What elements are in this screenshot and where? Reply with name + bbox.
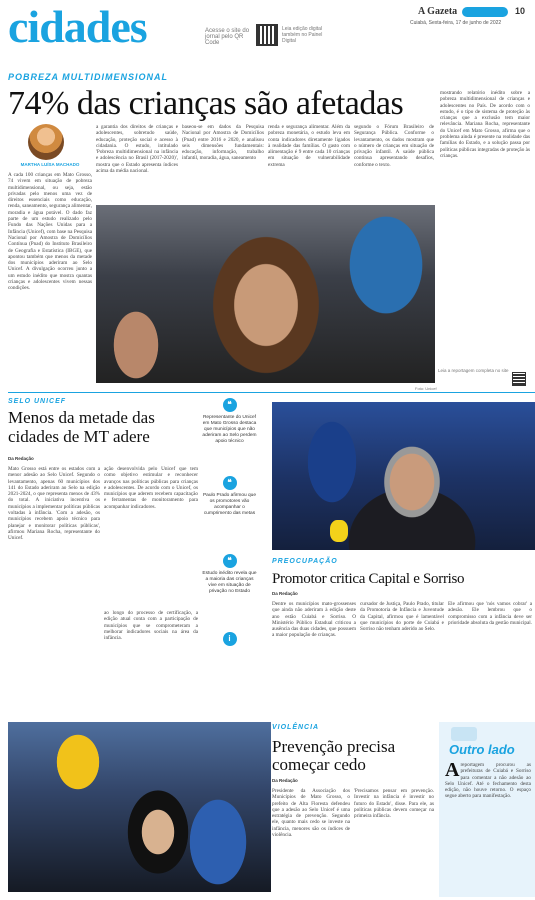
- story3-byline: Da Redação: [272, 591, 298, 596]
- story2-byline: Da Redação: [8, 456, 34, 461]
- photo-credit: Foto: Unicef: [415, 386, 437, 391]
- story2-headline[interactable]: Menos da metade das cidades de MT adere: [8, 408, 155, 446]
- info-icon: i: [223, 632, 237, 646]
- story4-column-2: 'Precisamos pensar em prevenção. Investir na infância é investir no futuro do Estado', disse. Para ele, as políticas públicas devem começar na primeira infância.: [354, 788, 434, 820]
- story4-photo[interactable]: [8, 722, 271, 892]
- story2-photo[interactable]: [272, 402, 535, 550]
- promo-text: Acesse o site do jornal pelo QR Code: [205, 28, 250, 46]
- story3-column-1: Dentre os municípios mato-grossenses que ainda não aderiram à edição deste ano estão Cuiabá e Sorriso. O Ministério Público Estadual criticou a ausência das duas cidades, que possuem a maior população de crianças.: [272, 601, 356, 639]
- right-note: Leia a reportagem completa no site: [438, 368, 509, 373]
- quote-icon: ❝: [223, 398, 237, 412]
- page-number: 10: [515, 6, 526, 16]
- dropcap: A: [445, 762, 460, 781]
- promo-text-2: Leia edição digital também no Painel Digital: [282, 26, 323, 44]
- sidebar-quote: [202, 476, 257, 550]
- balance-icon: [451, 727, 477, 741]
- story3-column-3: Ele afirmou que 'nós vamos cobrar' a adesão. Ele lembrou que o compromisso com a infância deve ser prioridade absoluta da gestão municipal.: [448, 601, 532, 626]
- section-divider: [8, 392, 535, 393]
- sidebar-quote: [202, 554, 257, 628]
- story4-byline: Da Redação: [272, 778, 298, 783]
- story2-kicker: SELO UNICEF: [8, 398, 67, 405]
- author-avatar: [28, 124, 64, 160]
- story1-column-4: renda e segurança alimentar. Além da pobreza monetária, o estudo leva em conta indicadores diretamente ligados à realidade das famílias. O gasto com alimentação é 9 entre cada 10 crianças em situação de vulnerabilidade extrema: [268, 124, 350, 168]
- microphone-icon: [330, 520, 348, 542]
- story4-headline[interactable]: Prevenção precisa começar cedo: [272, 737, 396, 774]
- story1-column-1: A cada 100 crianças em Mato Grosso, 74 vivem em situação de pobreza multidimensional, ou seja, estão privadas pelo menos uma vez de direitos essenciais como educação, renda, saneamento, segurança alimentar, moradia e água potável. O dado faz parte de um estudo realizado pelo Fundo das Nações Unidas para a Infância (Unicef), com base na Pesquisa Nacional por Amostra de Domicílios Contínua (Pnad) do Instituto Brasileiro de Geografia e Estatística (IBGE), que apontou também que menos da metade dos municípios aderiram ao Selo Unicef. A divulgação ocorreu junto a um estudo inédito que mostra quantas crianças e adolescentes vivem nessas condições.: [8, 172, 92, 292]
- quote-icon: ❝: [223, 554, 237, 568]
- story1-column-5: segundo o Fórum Brasileiro de Segurança Pública. Conforme o levantamento, os dados mostram que o número de crianças em situação de privação infantil. A saúde pública continua apresentando desafios, conforme o texto.: [354, 124, 434, 168]
- sidebar-quote: [202, 632, 257, 646]
- brand-logo: A Gazeta: [418, 6, 458, 17]
- story1-column-2: a garantia dos direitos de crianças e adolescentes, sobretudo saúde, educação, proteção social e acesso à cidadania. O estudo, intitulado 'Pobreza multidimensional na infância e adolescência no Brasil (2017-2020)', mostra que o Estado apresenta índices acima da média nacional.: [96, 124, 178, 175]
- sidebar-quotes: [202, 398, 257, 698]
- story4-column-1: Presidente da Associação dos Municípios de Mato Grosso, o prefeito de Alta Floresta defendeu que a adesão ao Selo Unicef é uma estratégia de prevenção. Segundo ele, quanto mais cedo se investe na infância, menores são os índices de violência.: [272, 788, 350, 839]
- story2-column-1: Mato Grosso está entre os estados com a menor adesão ao Selo Unicef. Segundo o levantamento, apenas 60 municípios dos 141 do Estado aderiram ao Selo na edição 2021-2024, o que representa menos de 43% do total. A iniciativa incentiva os municípios a implementar políticas públicas voltadas à infância. 'Com a adesão, os municípios recebem apoio técnico para planejar e monitorar políticas públicas', afirmou Mariana Rocha, representante do Unicef.: [8, 466, 100, 542]
- story1-photo[interactable]: [96, 205, 435, 383]
- story1-headline[interactable]: 74% das crianças são afetadas: [8, 85, 404, 122]
- sidebar-quote-text: Estudo inédito revela que a maioria das crianças vive em situação de privação no Estado: [202, 571, 257, 594]
- sidebar-quote: [202, 398, 257, 472]
- story3-column-2: cursador de Justiça, Paulo Prado, titular da Promotoria de Infância e Juventude da Capital, afirmou que é lamentável que municípios do porte de Cuiabá e Sorriso não tenham aderido ao Selo.: [360, 601, 444, 633]
- outro-lado-text: [445, 762, 531, 892]
- story1-column-6: mostrando relatório inédito sobre a pobreza multidimensional de crianças e adolescentes no País. De acordo com o estudo, é o tipo de sistema de proteção às crianças que a exclusão tem maior relevância. Mariana Rocha, representante do Unicef em Mato Grosso, afirma que o problema ainda é presente na realidade das famílias do Estado, e a solução passa por políticas públicas integradas de proteção às crianças.: [440, 90, 530, 159]
- qr-code-icon[interactable]: [256, 24, 278, 46]
- story1-kicker: POBREZA MULTIDIMENSIONAL: [8, 72, 168, 82]
- qr-code-icon[interactable]: [512, 372, 526, 386]
- story3-kicker: PREOCUPAÇÃO: [272, 558, 338, 565]
- story2-column-3: ao longo do processo de certificação, a edição atual conta com a participação de municípios que se comprometeram a melhorar indicadores sociais na área da infância.: [104, 610, 198, 642]
- story4-kicker: VIOLÊNCIA: [272, 724, 320, 731]
- quote-icon: ❝: [223, 476, 237, 490]
- outro-lado-body: reportagem procurou as prefeituras de Cuiabá e Sorriso para comentar a não adesão ao Selo Unicef. Até o fechamento desta edição, não houve retorno. O espaço segue aberto para manifestação.: [445, 762, 531, 800]
- sidebar-quote-text: Paulo Prado afirmou que os promotores vão acompanhar o cumprimento das metas: [202, 493, 257, 516]
- author-name: MARTHA LUÍSA MACHADO: [20, 162, 80, 167]
- story2-column-2: ação desenvolvida pelo Unicef que tem como objetivo estimular e reconhecer avanços nas políticas públicas para crianças e adolescentes. De acordo com o Unicef, os municípios que aderem recebem capacitação e ferramentas de monitoramento para acompanhar indicadores.: [104, 466, 198, 510]
- story1-column-3: baseou-se em dados da Pesquisa Nacional por Amostra de Domicílios (Pnad) entre 2016 e 2020, e analisou seis dimensões fundamentais: educação, informação, trabalho infantil, moradia, água, saneamento: [182, 124, 264, 162]
- dateline: Cuiabá, Sexta-feira, 17 de junho de 2022: [410, 20, 502, 26]
- sidebar-quote-text: Representante do Unicef em Mato Grosso destaca que municípios que não aderiram ao Selo perdem apoio técnico: [202, 415, 257, 444]
- brand-badge-icon: [462, 7, 508, 17]
- outro-lado-title: Outro lado: [449, 742, 515, 757]
- story3-headline[interactable]: Promotor critica Capital e Sorriso: [272, 571, 465, 587]
- section-title: cidades: [8, 1, 147, 52]
